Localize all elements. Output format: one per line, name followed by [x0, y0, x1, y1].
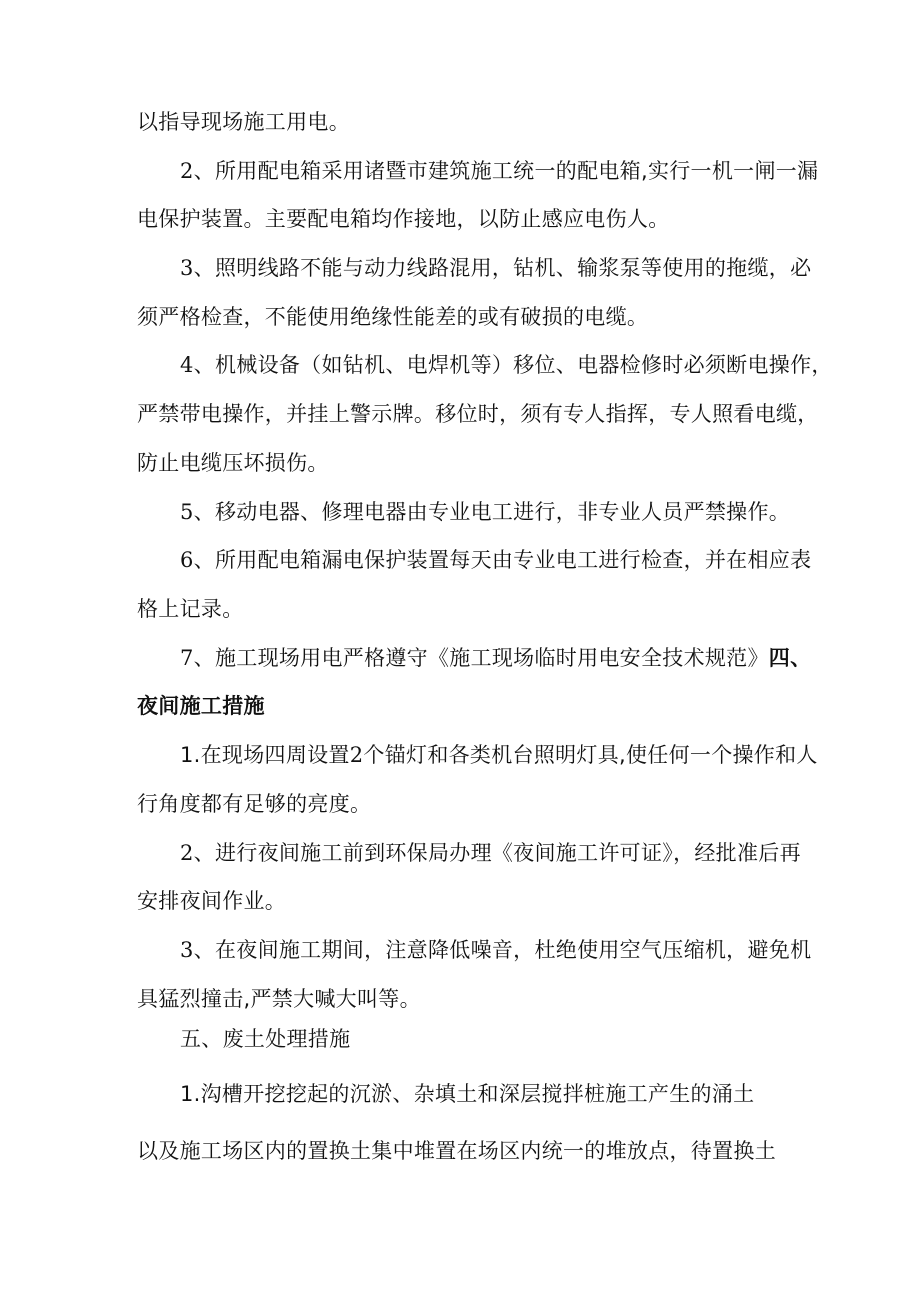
- line-text: 、移动电器、修理电器由专业电工进行，非专业人员严禁操作。: [193, 500, 791, 524]
- night-item-2-line-1: [180, 838, 801, 868]
- section-heading-4-prefix: 四、: [768, 646, 812, 670]
- section-heading-5: [180, 1024, 350, 1054]
- waste-item-1-line-1: [180, 1079, 754, 1109]
- item-number: 7: [180, 646, 194, 670]
- line-text: 严禁带电操作，并挂上警示牌。移位时，须有专人指挥，专人照看电缆，: [137, 402, 819, 426]
- item-number: 3: [180, 938, 194, 962]
- line-text: 、机械设备（如钻机、电焊机等）移位、电器检修时必须断电操作，: [193, 353, 833, 377]
- list-item-2-line-2: [137, 204, 670, 234]
- night-item-3-line-1: [180, 935, 811, 965]
- item-number: 4: [180, 353, 194, 377]
- list-item-2-line-1: [180, 156, 818, 186]
- line-text: 以及施工场区内的置换土集中堆置在场区内统一的堆放点，待置换土: [137, 1139, 776, 1163]
- line-text: 具猛烈撞击,严禁大喊大叫等。: [137, 987, 421, 1011]
- section-heading-5-title: 五、废土处理措施: [180, 1027, 351, 1051]
- item-number: 2: [180, 159, 194, 183]
- line-text: 、照明线路不能与动力线路混用，钻机、输浆泵等使用的拖缆，必: [193, 256, 812, 280]
- line-text: 、所用配电箱采用诸暨市建筑施工统一的配电箱,实行一机一闸一漏: [193, 159, 819, 183]
- paragraph-line: [137, 107, 350, 137]
- night-item-3-line-2: [137, 984, 421, 1014]
- line-text: 1.在现场四周设置: [180, 743, 350, 767]
- inline-number: 2: [349, 743, 364, 767]
- item-number: 5: [180, 500, 194, 524]
- list-item-6-line-1: [180, 545, 811, 575]
- night-item-1-line-2: [137, 789, 371, 819]
- waste-item-1-line-2: [137, 1136, 776, 1166]
- line-text: 须严格检查，不能使用绝缘性能差的或有破损的电缆。: [137, 305, 649, 329]
- line-text: 安排夜间作业。: [137, 889, 287, 913]
- list-item-6-line-2: [137, 594, 244, 624]
- line-text: 、进行夜间施工前到环保局办理《夜间施工许可证》，经批准后再: [193, 841, 801, 865]
- line-text: 防止电缆压坏损伤。: [137, 451, 329, 475]
- line-text: 电保护装置。主要配电箱均作接地，以防止感应电伤人。: [137, 207, 670, 231]
- line-text: 1.沟槽开挖挖起的沉淤、杂填土和深层搅拌桩施工产生的涌土: [180, 1082, 755, 1106]
- list-item-3-line-2: [137, 302, 648, 332]
- line-text: 、所用配电箱漏电保护装置每天由专业电工进行检查，并在相应表: [193, 548, 812, 572]
- line-text: 、在夜间施工期间，注意降低噪音，杜绝使用空气压缩机，避免机: [193, 938, 812, 962]
- line-text: 以指导现场施工用电。: [137, 110, 350, 134]
- list-item-7-line-1: [180, 643, 811, 673]
- line-text: 、施工现场用电严格遵守《施工现场临时用电安全技术规范》: [193, 646, 769, 670]
- section-heading-4: [137, 691, 265, 721]
- line-text: 格上记录。: [137, 597, 244, 621]
- item-number: 3: [180, 256, 194, 280]
- night-item-1-line-1: [180, 740, 818, 770]
- list-item-5-line-1: [180, 497, 790, 527]
- item-number: 2: [180, 841, 194, 865]
- list-item-4-line-3: [137, 448, 329, 478]
- line-text-cont: 个锚灯和各类机台照明灯具,使任何一个操作和人: [363, 743, 818, 767]
- item-number: 6: [180, 548, 194, 572]
- list-item-4-line-1: [180, 350, 833, 380]
- list-item-4-line-2: [137, 399, 819, 429]
- night-item-2-line-2: [137, 886, 286, 916]
- section-heading-4-title: 夜间施工措施: [137, 694, 265, 718]
- line-text: 行角度都有足够的亮度。: [137, 792, 372, 816]
- list-item-3-line-1: [180, 253, 811, 283]
